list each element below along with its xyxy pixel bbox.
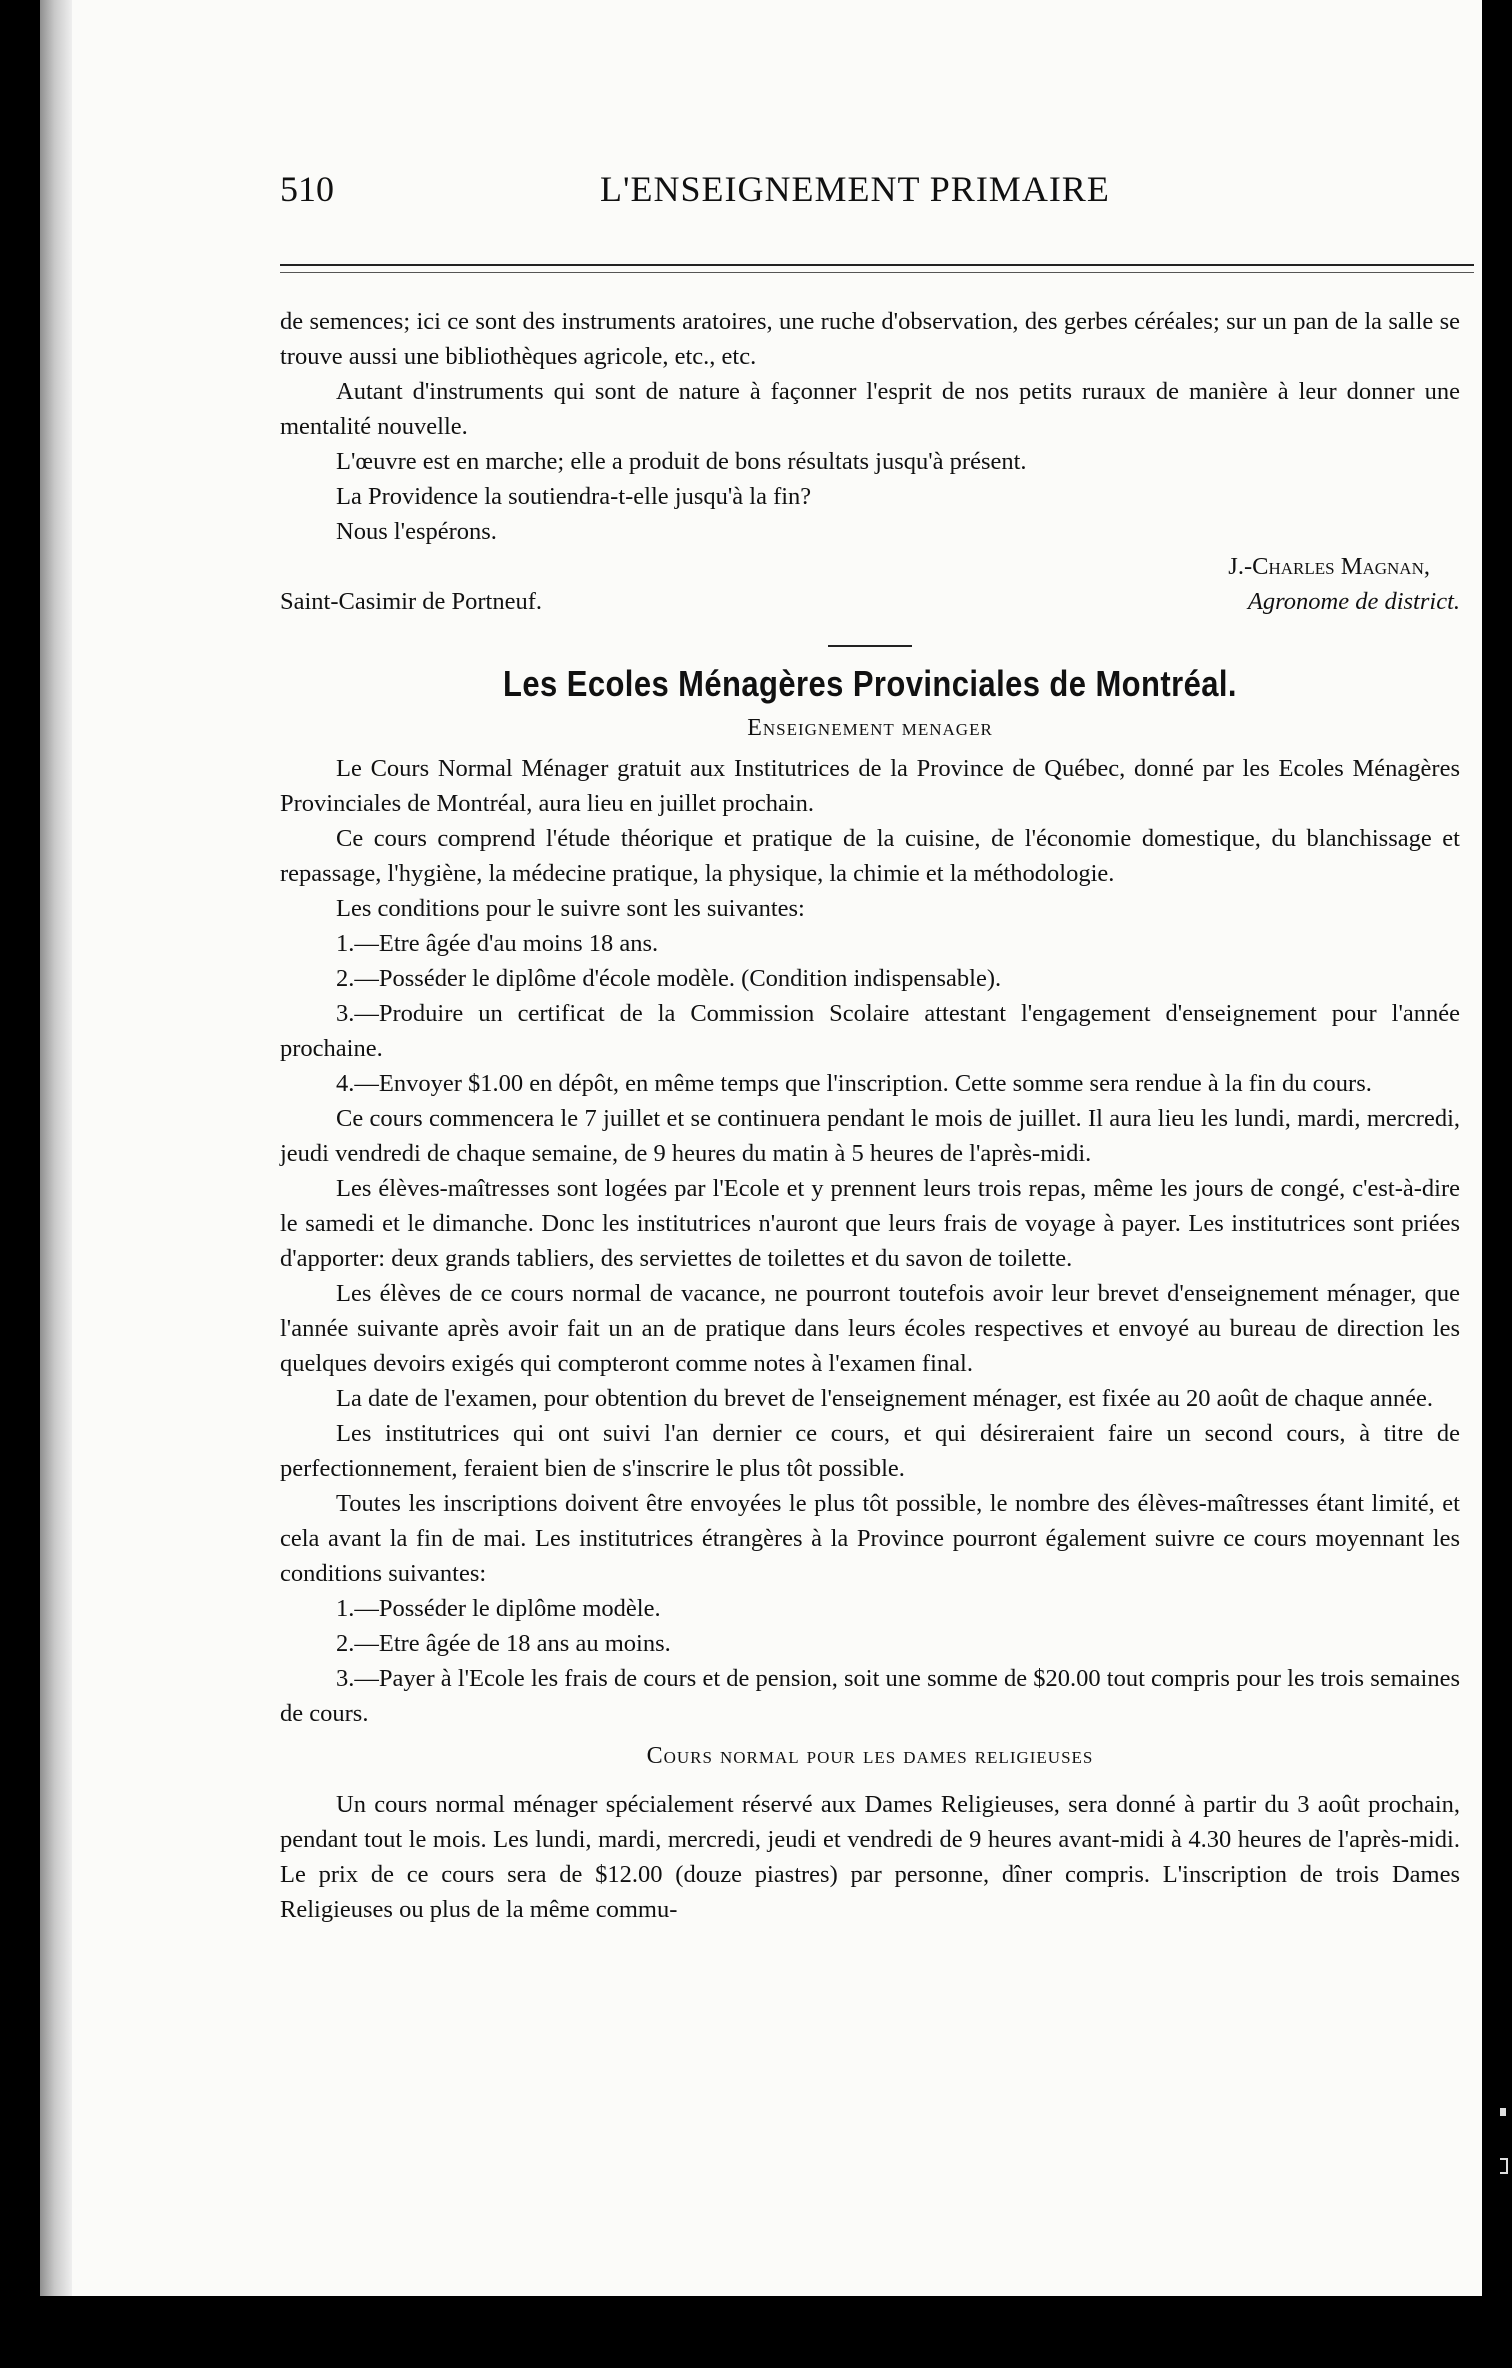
list-item: 4.—Envoyer $1.00 en dépôt, en même temps que l'inscription. Cette somme sera rendue à la fin du cours. xyxy=(336,1070,1372,1097)
paragraph: Autant d'instruments qui sont de nature à façonner l'esprit de nos petits ruraux de manière à leur donner une mentalité nouvelle. xyxy=(280,378,1460,440)
paragraph: Les élèves-maîtresses sont logées par l'Ecole et y prennent leurs trois repas, même les jours de congé, c'est-à-dire le samedi et le dimanche. Donc les institutrices n'auront que leurs frais de voyage à payer. Les institutrices sont priées d'apporter: deux grands tabliers, des serviettes de toilettes et du savon de toilette. xyxy=(280,1175,1460,1272)
paragraph: La date de l'examen, pour obtention du brevet de l'enseignement ménager, est fixée au 20 août de chaque année. xyxy=(336,1385,1433,1412)
header-rule xyxy=(280,264,1474,266)
paragraph: Nous l'espérons. xyxy=(336,518,497,545)
paragraph: La Providence la soutiendra-t-elle jusqu'à la fin? xyxy=(336,483,812,510)
list-item: 1.—Etre âgée d'au moins 18 ans. xyxy=(336,930,659,957)
signature-place-row xyxy=(280,584,1460,619)
paragraph: Ce cours comprend l'étude théorique et pratique de la cuisine, de l'économie domestique, du blanchissage et repassage, l'hygiène, la médecine pratique, la physique, la chimie et la méthodologie. xyxy=(280,825,1460,887)
page-number: 510 xyxy=(280,169,334,209)
paragraph: Les institutrices qui ont suivi l'an dernier ce cours, et qui désireraient faire un second cours, à titre de perfectionnement, feraient bien de s'inscrire le plus tôt possible. xyxy=(280,1420,1460,1482)
paragraph: L'œuvre est en marche; elle a produit de bons résultats jusqu'à présent. xyxy=(336,448,1027,475)
signature-title: Agronome de district. xyxy=(1247,588,1460,615)
header-rule-thin xyxy=(280,272,1474,273)
section-heading: Cours normal pour les dames religieuses xyxy=(646,1743,1094,1769)
running-header xyxy=(280,168,1180,218)
list-item: 3.—Produire un certificat de la Commission Scolaire attestant l'engagement d'enseignement pour l'année prochaine. xyxy=(280,1000,1460,1062)
book-spine-shadow xyxy=(40,0,72,2296)
paragraph: Les conditions pour le suivre sont les suivantes: xyxy=(336,895,805,922)
paragraph: Les élèves de ce cours normal de vacance, ne pourront toutefois avoir leur brevet d'enseignement ménager, que l'année suivante après avoir fait un an de pratique dans leurs écoles respectives et envoyé au bureau de direction les quelques devoirs exigés qui compteront comme notes à l'examen final. xyxy=(280,1280,1460,1377)
paragraph: de semences; ici ce sont des instruments aratoires, une ruche d'observation, des gerbes céréales; sur un pan de la salle se trouve aussi une bibliothèques agricole, etc., etc. xyxy=(280,308,1460,370)
paragraph: Ce cours commencera le 7 juillet et se continuera pendant le mois de juillet. Il aura lieu les lundi, mardi, mercredi, jeudi vendredi de chaque semaine, de 9 heures du matin à 5 heures de l'après-midi. xyxy=(280,1105,1460,1167)
list-item: 3.—Payer à l'Ecole les frais de cours et de pension, soit une somme de $20.00 tout compris pour les trois semaines de cours. xyxy=(280,1665,1460,1727)
running-title: L'ENSEIGNEMENT PRIMAIRE xyxy=(600,169,1110,209)
page-edge xyxy=(1482,0,1512,2368)
section-divider xyxy=(828,645,912,647)
article-title: Les Ecoles Ménagères Provinciales de Montréal. xyxy=(503,663,1237,704)
paragraph: Un cours normal ménager spécialement réservé aux Dames Religieuses, sera donné à partir du 3 août prochain, pendant tout le mois. Les lundi, mardi, mercredi, jeudi et vendredi de 9 heures avant-midi à 4.30 heures de l'après-midi. Le prix de ce cours sera de $12.00 (douze piastres) par personne, dîner compris. L'inscription de trois Dames Religieuses ou plus de la même commu- xyxy=(280,1791,1460,1923)
page-body xyxy=(280,304,1460,1927)
signature-name: J.-Charles Magnan, xyxy=(1228,553,1430,580)
paragraph: Toutes les inscriptions doivent être envoyées le plus tôt possible, le nombre des élèves-maîtresses étant limité, et cela avant la fin de mai. Les institutrices étrangères à la Province pourront également suivre ce cours moyennant les conditions suivantes: xyxy=(280,1490,1460,1587)
paragraph: Le Cours Normal Ménager gratuit aux Institutrices de la Province de Québec, donné par les Ecoles Ménagères Provinciales de Montréal, aura lieu en juillet prochain. xyxy=(280,755,1460,817)
list-item: 2.—Etre âgée de 18 ans au moins. xyxy=(336,1630,671,1657)
signature-name-row xyxy=(280,549,1460,584)
list-item: 1.—Posséder le diplôme modèle. xyxy=(336,1595,661,1622)
signature-place: Saint-Casimir de Portneuf. xyxy=(280,588,542,615)
edge-artifact xyxy=(1500,2158,1508,2174)
edge-artifact xyxy=(1500,2108,1506,2116)
section-heading: Enseignement menager xyxy=(747,715,993,741)
list-item: 2.—Posséder le diplôme d'école modèle. (Condition indispensable). xyxy=(336,965,1002,992)
